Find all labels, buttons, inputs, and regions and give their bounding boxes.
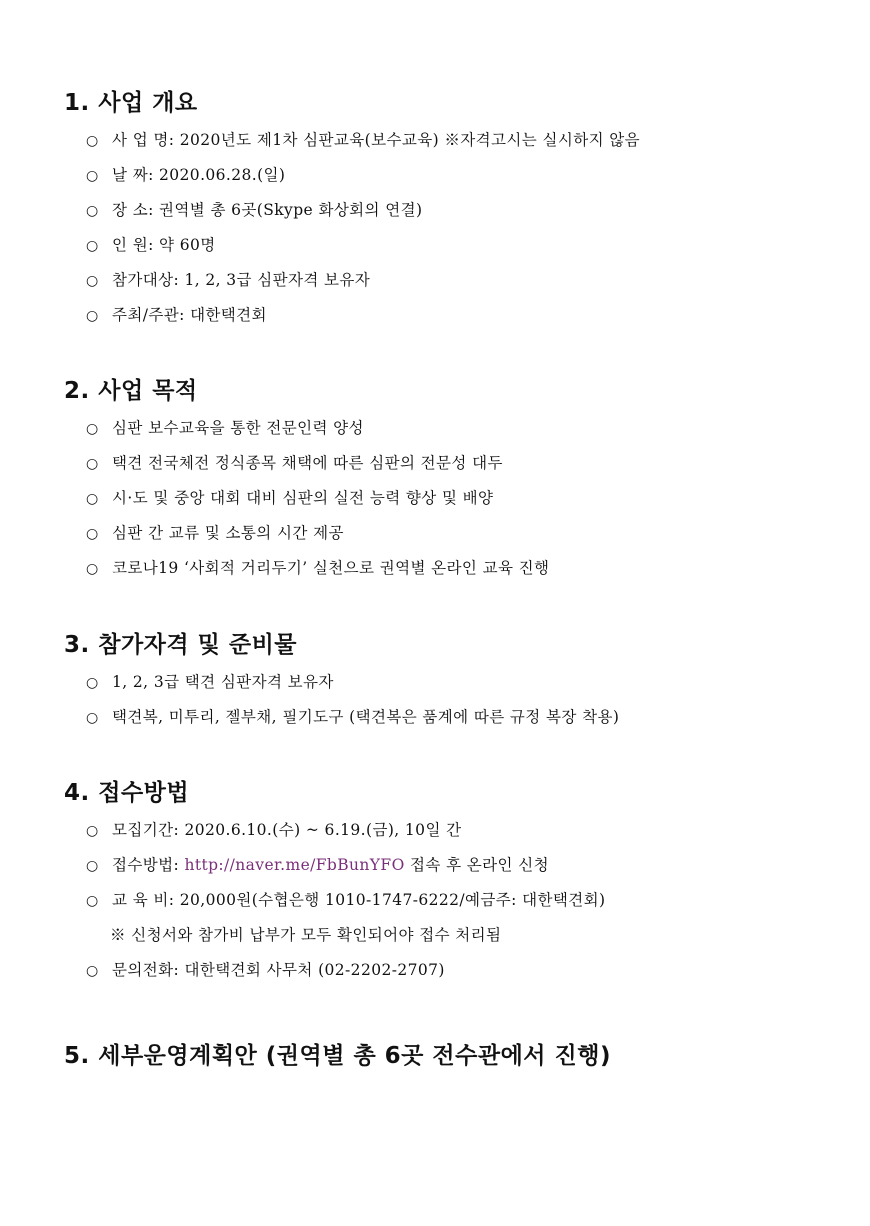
application-link[interactable]: http://naver.me/FbBunYFO xyxy=(184,856,405,874)
bullet-icon: ○ xyxy=(86,133,99,149)
list-item: ○ 코로나19 ‘사회적 거리두기’ 실천으로 권역별 온라인 교육 진행 xyxy=(86,556,549,580)
bullet-icon: ○ xyxy=(86,963,99,979)
list-item: ○ 장 소: 권역별 총 6곳(Skype 화상회의 연결) xyxy=(86,198,422,222)
list-item: ○ 참가대상: 1, 2, 3급 심판자격 보유자 xyxy=(86,268,370,292)
section-2-heading: 2. 사업 목적 xyxy=(64,378,198,404)
list-item: ○ 교 육 비: 20,000원(수협은행 1010-1747-6222/예금주: 대한택견회) xyxy=(86,888,605,912)
list-item: ○ 택견 전국체전 정식종목 채택에 따른 심판의 전문성 대두 xyxy=(86,451,503,475)
list-item: ○ 인 원: 약 60명 xyxy=(86,233,216,257)
section-5-heading: 5. 세부운영계획안 (권역별 총 6곳 전수관에서 진행) xyxy=(64,1043,611,1069)
bullet-icon: ○ xyxy=(86,858,99,874)
list-item: ○ 1, 2, 3급 택견 심판자격 보유자 xyxy=(86,670,334,694)
list-item: ○ 모집기간: 2020.6.10.(수) ~ 6.19.(금), 10일 간 xyxy=(86,818,462,842)
bullet-icon: ○ xyxy=(86,456,99,472)
bullet-icon: ○ xyxy=(86,823,99,839)
bullet-icon: ○ xyxy=(86,421,99,437)
bullet-icon: ○ xyxy=(86,168,99,184)
list-item: ○ 심판 보수교육을 통한 전문인력 양성 xyxy=(86,416,364,440)
section-4-heading: 4. 접수방법 xyxy=(64,780,190,806)
bullet-icon: ○ xyxy=(86,203,99,219)
bullet-icon: ○ xyxy=(86,308,99,324)
bullet-icon: ○ xyxy=(86,675,99,691)
list-item: ○ 문의전화: 대한택견회 사무처 (02-2202-2707) xyxy=(86,958,445,982)
list-item: ○ 주최/주관: 대한택견회 xyxy=(86,303,267,327)
bullet-icon: ○ xyxy=(86,238,99,254)
list-item: ○ 날 짜: 2020.06.28.(일) xyxy=(86,163,285,187)
section-1-heading: 1. 사업 개요 xyxy=(64,90,198,116)
list-item: ○ 접수방법: http://naver.me/FbBunYFO 접속 후 온라인 신청 xyxy=(86,853,549,877)
bullet-icon: ○ xyxy=(86,273,99,289)
list-item: ○ 시·도 및 중앙 대회 대비 심판의 실전 능력 향상 및 배양 xyxy=(86,486,493,510)
bullet-icon: ○ xyxy=(86,561,99,577)
bullet-icon: ○ xyxy=(86,893,99,909)
list-item: ○ 택견복, 미투리, 젤부채, 필기도구 (택견복은 품계에 따른 규정 복장 착용) xyxy=(86,705,619,729)
bullet-icon: ○ xyxy=(86,526,99,542)
bullet-icon: ○ xyxy=(86,491,99,507)
note-text: ※ 신청서와 참가비 납부가 모두 확인되어야 접수 처리됨 xyxy=(110,926,502,944)
bullet-icon: ○ xyxy=(86,710,99,726)
list-item: ○ 심판 간 교류 및 소통의 시간 제공 xyxy=(86,521,344,545)
list-item: ○ 사 업 명: 2020년도 제1차 심판교육(보수교육) ※자격고시는 실시하지 않음 xyxy=(86,128,640,152)
section-3-heading: 3. 참가자격 및 준비물 xyxy=(64,632,298,658)
